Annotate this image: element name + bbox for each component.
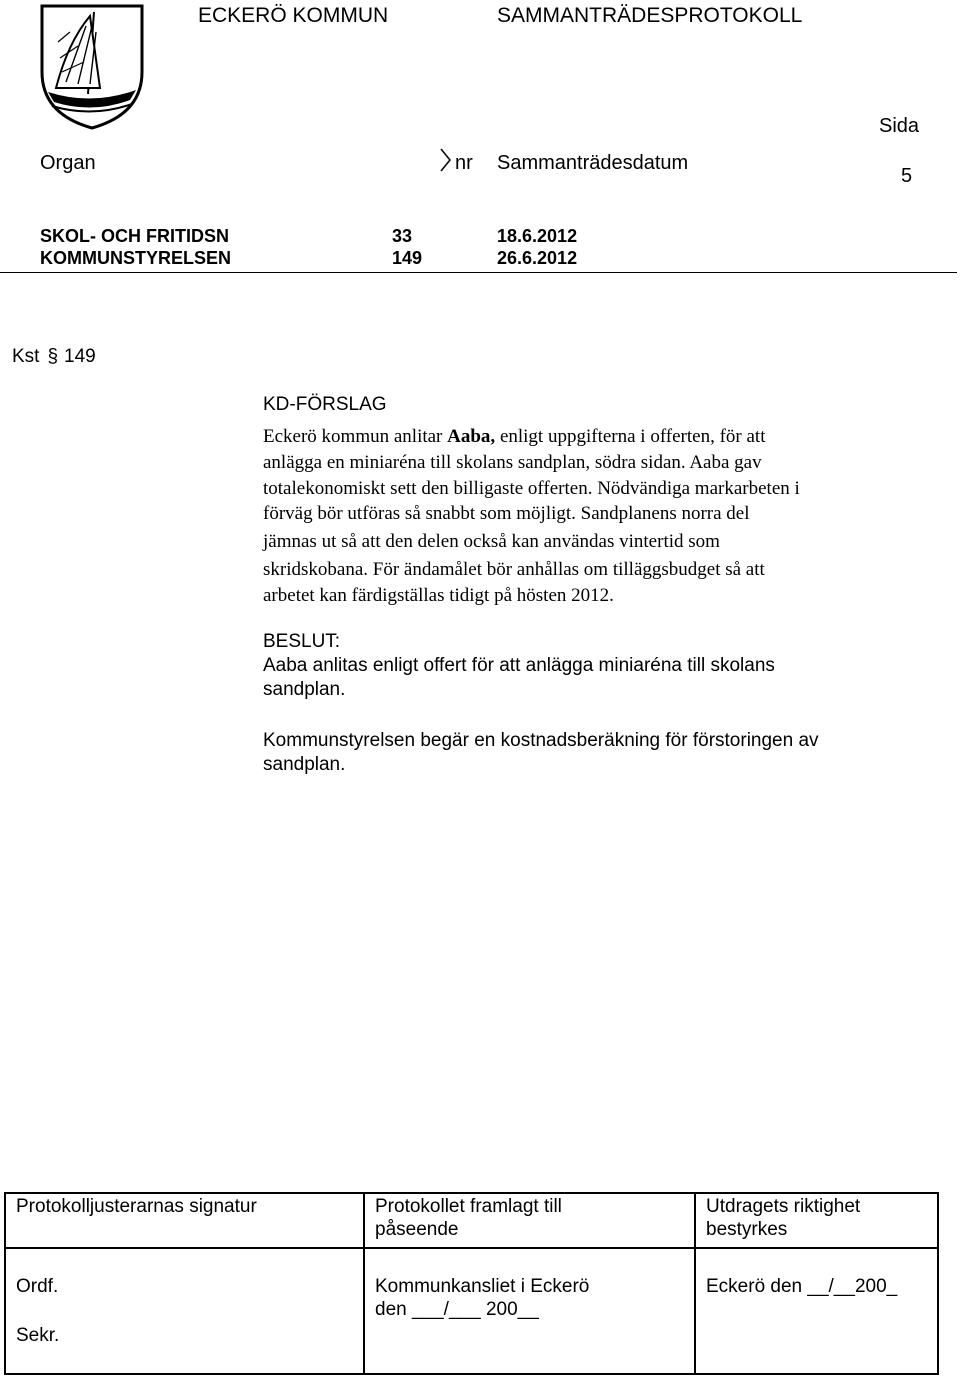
certified-header-line: Utdragets riktighet — [706, 1196, 861, 1217]
section-symbol: § — [47, 346, 59, 367]
decision-line: Kommunstyrelsen begär en kostnadsberäkning för förstoringen av — [263, 730, 819, 751]
nr-row-1: 33 — [392, 226, 413, 246]
proposal-line: anlägga en miniaréna till skolans sandplan, södra sidan. Aaba gav — [263, 451, 762, 473]
posted-body-line: Kommunkansliet i Eckerö — [375, 1276, 590, 1297]
proposal-heading: KD-FÖRSLAG — [263, 394, 387, 415]
page-label: Sida — [879, 115, 920, 137]
proposal-line: arbetet kan färdigställas tidigt på hösten 2012. — [263, 584, 614, 606]
organ-label: Organ — [40, 152, 96, 174]
nr-marker — [440, 148, 451, 172]
certified-header — [706, 1195, 860, 1241]
certified-header-line: bestyrkes — [706, 1219, 788, 1240]
proposal-line-1 — [263, 424, 943, 450]
proposal-line-1-post: enligt uppgifterna i offerten, för att — [495, 426, 766, 447]
proposal-line: skridskobana. För ändamålet bör anhållas om tilläggsbudget så att — [263, 558, 765, 580]
table-row-divider — [6, 1247, 937, 1249]
header-divider — [0, 272, 957, 273]
proposal-line: förväg bör utföras så snabbt som möjligt. Sandplanens norra del — [263, 503, 750, 525]
chair-label: Ordf. — [16, 1276, 59, 1297]
posted-header-line: påseende — [375, 1219, 459, 1240]
section-prefix: Kst — [12, 346, 40, 367]
signature-header: Protokolljusterarnas signatur — [16, 1196, 257, 1217]
municipality-name: ECKERÖ KOMMUN — [198, 4, 389, 27]
date-row-1: 18.6.2012 — [497, 226, 578, 246]
meeting-date-label: Sammanträdesdatum — [497, 152, 689, 174]
proposal-line-1-bold: Aaba, — [447, 426, 496, 447]
decision-line: sandplan. — [263, 679, 346, 700]
document-type: SAMMANTRÄDESPROTOKOLL — [497, 4, 803, 27]
posted-body-line: den ___/___ 200__ — [375, 1299, 539, 1320]
table-column-divider — [694, 1194, 696, 1373]
decision-line: Aaba anlitas enligt offert för att anlägga miniaréna till skolans — [263, 655, 775, 676]
section-number: 149 — [64, 346, 96, 367]
page-number: 5 — [901, 165, 913, 187]
secretary-label: Sekr. — [16, 1325, 60, 1346]
nr-row-2: 149 — [392, 248, 423, 268]
proposal-line: totalekonomiskt sett den billigaste offerten. Nödvändiga markarbeten i — [263, 477, 800, 499]
decision-block — [263, 630, 943, 702]
decision-line: sandplan. — [263, 754, 346, 775]
section-reference — [12, 346, 96, 368]
certified-body: Eckerö den __/__200_ — [706, 1276, 898, 1297]
organ-row-1: SKOL- OCH FRITIDSN — [40, 226, 229, 246]
posted-header — [375, 1195, 562, 1241]
organ-row-2: KOMMUNSTYRELSEN — [40, 248, 232, 268]
decision-paragraph-2 — [263, 729, 943, 777]
posted-header-line: Protokollet framlagt till — [375, 1196, 562, 1217]
municipal-coat-of-arms-icon — [38, 2, 146, 130]
nr-label: nr — [455, 152, 473, 174]
proposal-line: jämnas ut så att den delen också kan användas vintertid som — [263, 531, 720, 553]
proposal-line-1-pre: Eckerö kommun anlitar — [263, 426, 448, 447]
date-row-2: 26.6.2012 — [497, 248, 578, 268]
posted-body — [375, 1275, 589, 1321]
proposal-text — [263, 424, 943, 609]
decision-heading: BESLUT: — [263, 631, 341, 652]
signature-table — [4, 1192, 939, 1375]
table-column-divider — [363, 1194, 365, 1373]
